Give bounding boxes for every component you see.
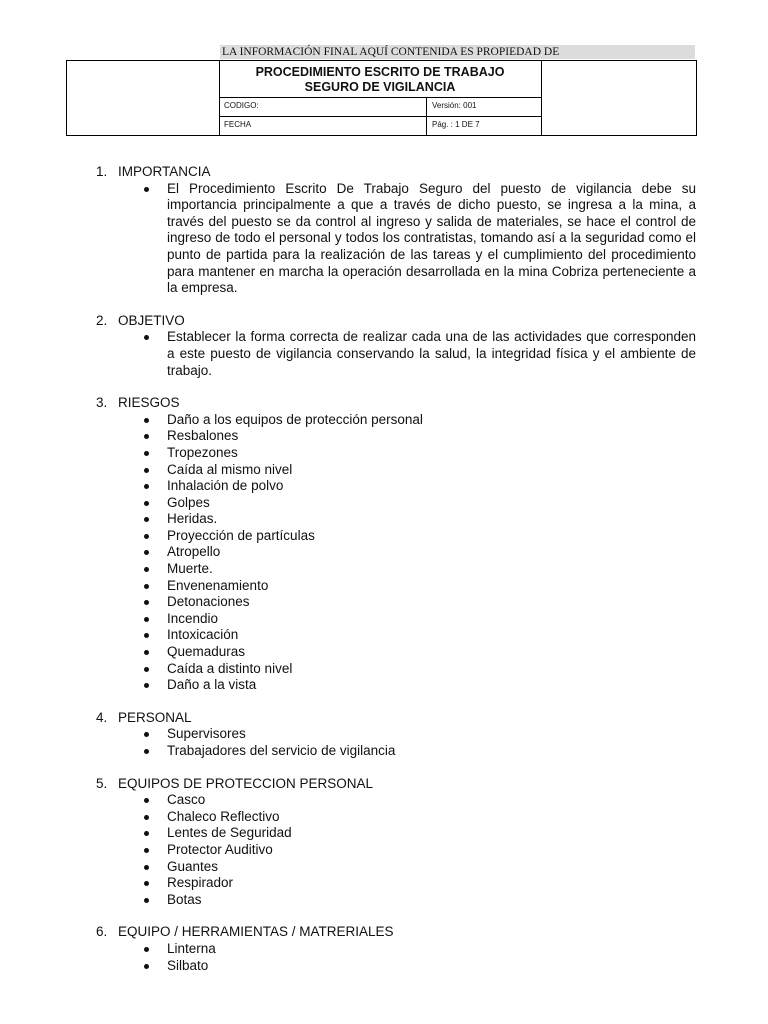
fecha-label: FECHA <box>219 117 427 135</box>
bullet-item: Caída al mismo nivel <box>142 462 696 479</box>
section <box>96 395 696 694</box>
bullet-item: Lentes de Seguridad <box>142 825 696 842</box>
bullet-item: Establecer la forma correcta de realizar cada una de las actividades que corresponden a este puesto de vigilancia conservando la salud, la integridad física y el ambiente de trabajo. <box>142 329 696 379</box>
bullet-item: Chaleco Reflectivo <box>142 809 696 826</box>
section <box>96 924 696 974</box>
section <box>96 313 696 379</box>
property-banner: LA INFORMACIÓN FINAL AQUÍ CONTENIDA ES PROPIEDAD DE <box>220 45 695 59</box>
right-blank-cell <box>541 61 697 135</box>
bullet-item: Muerte. <box>142 561 696 578</box>
bullet-item: Tropezones <box>142 445 696 462</box>
bullet-item: Silbato <box>142 958 696 975</box>
bullet-item: Daño a la vista <box>142 677 696 694</box>
section-heading <box>96 710 696 727</box>
bullet-item: Botas <box>142 892 696 909</box>
bullet-item: Atropello <box>142 544 696 561</box>
section-number: 3. <box>96 395 108 411</box>
section-number: 1. <box>96 164 108 179</box>
bullet-item: Respirador <box>142 875 696 892</box>
bullet-item: Linterna <box>142 941 696 958</box>
bullet-item: Resbalones <box>142 428 696 445</box>
title-line-2: SEGURO DE VIGILANCIA <box>304 80 456 94</box>
bullet-item: Guantes <box>142 859 696 876</box>
section <box>96 710 696 760</box>
bullet-item: Protector Auditivo <box>142 842 696 859</box>
section <box>96 164 696 297</box>
section-title: OBJETIVO <box>118 312 185 328</box>
bullet-list <box>96 792 696 908</box>
codigo-row <box>219 98 541 117</box>
bullet-item: Trabajadores del servicio de vigilancia <box>142 743 696 760</box>
logo-cell <box>67 61 220 135</box>
document-body <box>96 164 696 990</box>
bullet-list <box>96 329 696 379</box>
bullet-item: Intoxicación <box>142 627 696 644</box>
bullet-item: El Procedimiento Escrito De Trabajo Seguro del puesto de vigilancia debe su importancia principalmente a que a través de dicho puesto, se ingresa a la mina, a través del puesto se da control al ingreso y salida de materiales, se hace el control de ingreso de todo el personal y todos los contratistas, tomando así a la seguridad como el punto de partida para la realización de las tareas y el cumplimiento del procedimiento para mantener en marcha la operación desarrollada en la mina Cobriza perteneciente a la empresa. <box>142 181 696 297</box>
section-number: 2. <box>96 312 108 328</box>
section-title: EQUIPO / HERRAMIENTAS / MATRERIALES <box>118 924 394 940</box>
section-title: PERSONAL <box>118 709 192 725</box>
title-line-1: PROCEDIMIENTO ESCRITO DE TRABAJO <box>255 65 505 79</box>
bullet-item: Envenenamiento <box>142 578 696 595</box>
fecha-row <box>219 117 541 135</box>
section-number: 6. <box>96 924 108 940</box>
bullet-list <box>96 726 696 759</box>
section-heading <box>96 924 696 941</box>
bullet-item: Casco <box>142 792 696 809</box>
section-number: 4. <box>96 709 108 725</box>
bullet-item: Quemaduras <box>142 644 696 661</box>
bullet-item: Inhalación de polvo <box>142 478 696 495</box>
section-title: EQUIPOS DE PROTECCION PERSONAL <box>118 775 374 791</box>
bullet-item: Incendio <box>142 611 696 628</box>
version-label: Versión: 001 <box>432 101 477 110</box>
bullet-list <box>96 941 696 974</box>
section-heading <box>96 395 696 412</box>
document-title <box>219 61 541 98</box>
bullet-list <box>96 412 696 694</box>
bullet-list <box>96 181 696 297</box>
section-title: IMPORTANCIA <box>118 164 211 179</box>
section-heading <box>96 313 696 330</box>
bullet-item: Supervisores <box>142 726 696 743</box>
section-heading <box>96 776 696 793</box>
bullet-item: Caída a distinto nivel <box>142 661 696 678</box>
bullet-item: Golpes <box>142 495 696 512</box>
section-number: 5. <box>96 775 108 791</box>
bullet-item: Proyección de partículas <box>142 528 696 545</box>
section-heading <box>96 164 696 181</box>
document-header-table <box>66 60 697 136</box>
section-title: RIESGOS <box>118 395 180 411</box>
codigo-label: CODIGO: <box>219 98 427 116</box>
page-number: Pág. : 1 DE 7 <box>432 120 480 129</box>
bullet-item: Detonaciones <box>142 594 696 611</box>
section <box>96 776 696 909</box>
bullet-item: Daño a los equipos de protección personal <box>142 412 696 429</box>
bullet-item: Heridas. <box>142 511 696 528</box>
